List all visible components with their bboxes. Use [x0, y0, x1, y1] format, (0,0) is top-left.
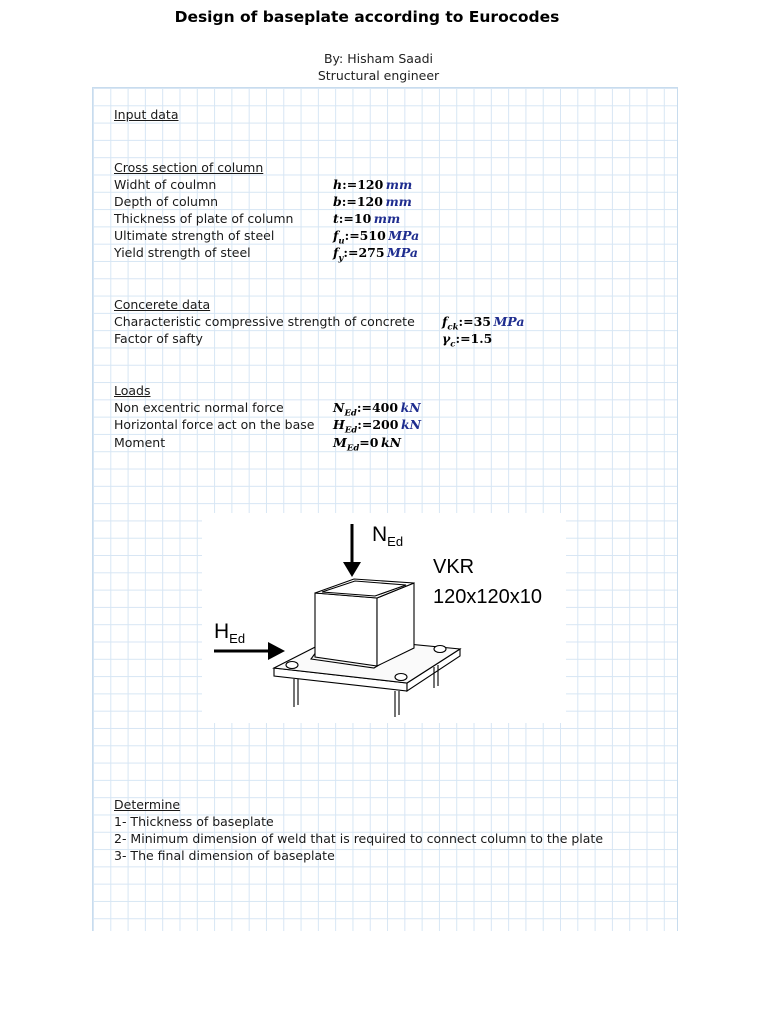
- author-block: [0, 50, 757, 84]
- horizontal-force-label: Horizontal force act on the base: [114, 417, 315, 432]
- thickness-label: Thickness of plate of column: [114, 211, 294, 226]
- normal-force-arrowhead: [343, 562, 361, 577]
- width-label: Widht of coulmn: [114, 177, 217, 192]
- worksheet: [92, 87, 678, 931]
- baseplate-figure: [202, 513, 566, 723]
- determine-heading: Determine: [114, 797, 181, 812]
- document-title: Design of baseplate according to Eurocodes: [174, 8, 560, 26]
- ultimate-strength-label: Ultimate strength of steel: [114, 228, 275, 243]
- thickness-formula: t:=10 mm: [333, 211, 401, 226]
- depth-label: Depth of column: [114, 194, 219, 209]
- input-data-heading: Input data: [114, 107, 179, 122]
- n-ed-label: $N_{Ed}$: [372, 523, 404, 549]
- moment-label: Moment: [114, 435, 166, 450]
- fck-formula: $f_{ck}:=35$ MPa: [442, 314, 525, 333]
- section-name: VKR: [433, 556, 475, 578]
- normal-force-formula: $N_{Ed}:=400$ kN: [333, 400, 421, 419]
- safety-factor-label: Factor of safty: [114, 331, 203, 346]
- ultimate-strength-formula: $f_u:=510$ MPa: [333, 228, 420, 247]
- determine-item-1: 1- Thickness of baseplate: [114, 814, 274, 829]
- concrete-heading: Concerete data: [114, 297, 211, 312]
- baseplate-drawing: [202, 513, 566, 723]
- author-name: By: Hisham Saadi: [323, 51, 434, 66]
- depth-formula: b:=120 mm: [333, 194, 412, 209]
- loads-heading: Loads: [114, 383, 151, 398]
- horizontal-force-formula: $H_{Ed}:=200$ kN: [333, 417, 422, 436]
- yield-strength-formula: $f_y:=275$ MPa: [333, 245, 419, 264]
- determine-item-2: 2- Minimum dimension of weld that is required to connect column to the plate: [114, 831, 604, 846]
- determine-item-3: 3- The final dimension of baseplate: [114, 848, 335, 863]
- safety-factor-formula: $\gamma_c:=1.5$: [442, 331, 493, 350]
- cross-section-heading: Cross section of column: [114, 160, 264, 175]
- width-formula: h:=120 mm: [333, 177, 413, 192]
- horizontal-force-arrowhead: [268, 642, 285, 660]
- fck-label: Characteristic compressive strength of concrete: [114, 314, 415, 329]
- section-size: 120x120x10: [433, 586, 542, 608]
- author-role: Structural engineer: [317, 68, 440, 83]
- yield-strength-label: Yield strength of steel: [114, 245, 251, 260]
- normal-force-label: Non excentric normal force: [114, 400, 284, 415]
- moment-formula: $M_{Ed}=0$ kN: [333, 435, 402, 454]
- h-ed-label: $H_{Ed}$: [214, 620, 246, 646]
